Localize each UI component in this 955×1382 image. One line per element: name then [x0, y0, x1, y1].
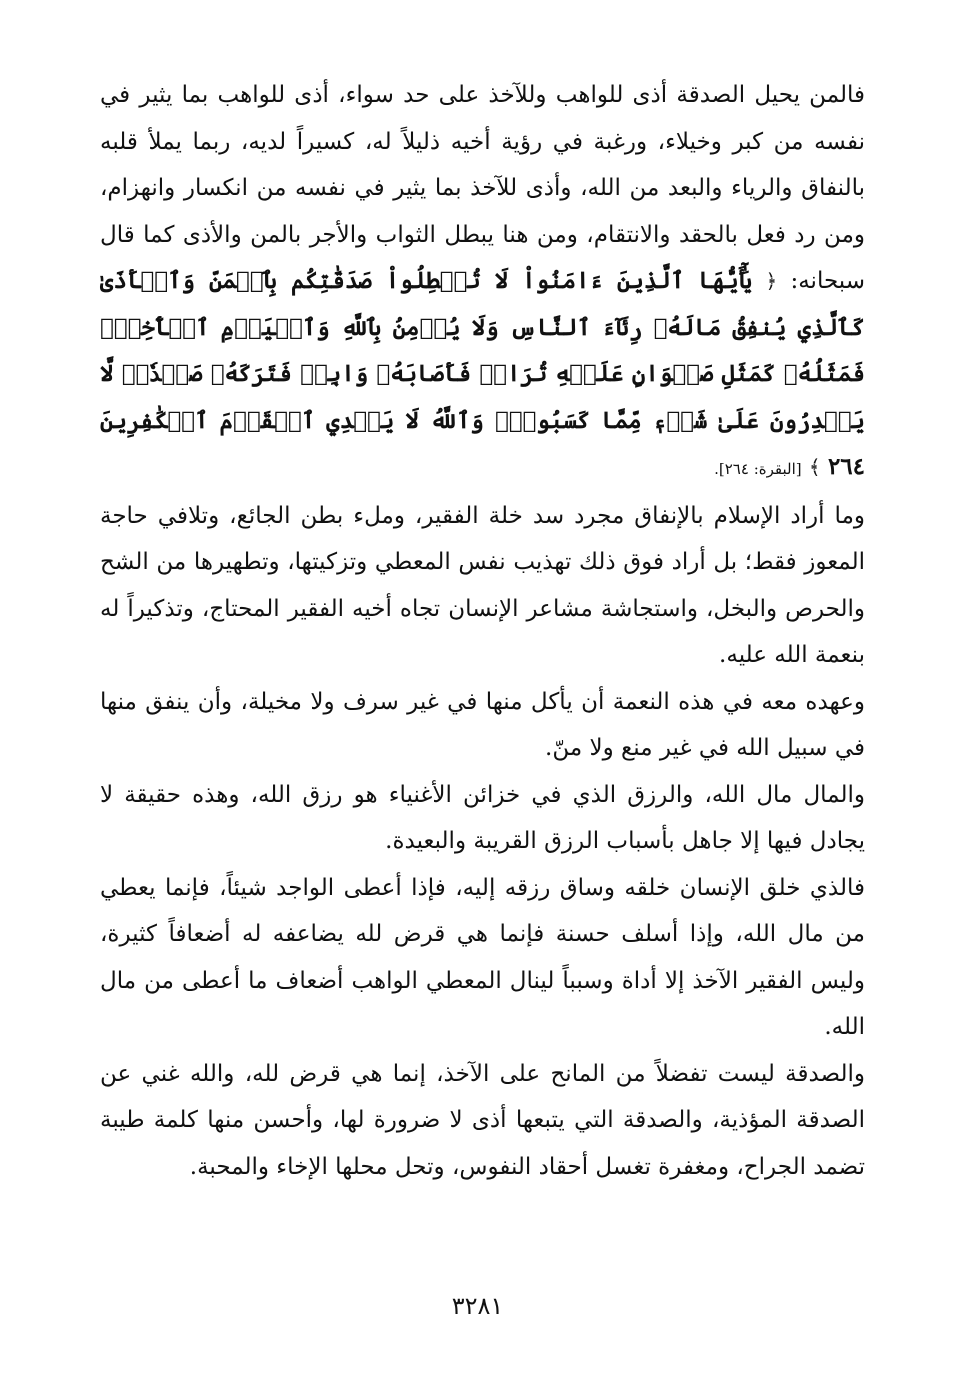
- paragraph-6: والصدقة ليست تفضلاً من المانح على الآخذ، إنما هي قرض لله، والله غني عن الصدقة المؤذية، والصدقة التي يتبعها أذى لا ضرورة لها، وأحسن منها كلمة طيبة تضمد الجراح، ومغفرة تغسل أحقاد النفوس، وتحل محلها الإخاء والمحبة.: [100, 1060, 865, 1180]
- paragraph-2: وما أراد الإسلام بالإنفاق مجرد سد خلة الفقير، وملء بطن الجائع، وتلافي حاجة المعوز فقط؛ بل أراد فوق ذلك تهذيب نفس المعطي وتزكيتها، وتطهيرها من الشح والحرص والبخل، واستجاشة مشاعر الإنسان تجاه أخيه الفقير المحتاج، وتذكيراً له بنعمة الله عليه.: [100, 502, 865, 668]
- paragraph-1: [100, 72, 865, 493]
- paragraph-3: وعهده معه في هذه النعمة أن يأكل منها في غير سرف ولا مخيلة، وأن ينفق منها في سبيل الله في غير منع ولا منّ.: [100, 688, 865, 761]
- verse-close-bracket: ﴾: [808, 455, 821, 479]
- paragraph-4: والمال مال الله، والرزق الذي في خزائن الأغنياء هو رزق الله، وهذه حقيقة لا يجادل فيها إلا جاهل بأسباب الرزق القريبة والبعيدة.: [100, 781, 865, 854]
- paragraph-5: فالذي خلق الإنسان خلقه وساق رزقه إليه، فإذا أعطى الواجد شيئاً، فإنما يعطي من مال الله، وإذا أسلف حسنة فإنما هي قرض لله يضاعفه له أضعافاً كثيرة، وليس الفقير الآخذ إلا أداة وسبباً لينال المعطي الواهب أضعاف ما أعطى من مال الله.: [100, 874, 865, 1040]
- paragraph-1-intro: فالمن يحيل الصدقة أذى للواهب وللآخذ على حد سواء، أذى للواهب بما يثير في نفسه من كبر وخيلاء، ورغبة في رؤية أخيه ذليلاً له، كسيراً لديه، ربما يملأ قلبه بالنفاق والرياء والبعد من الله، وأذى للآخذ بما يثير في نفسه من انكسار وانهزام، ومن رد فعل بالحقد والانتقام، ومن هنا يبطل الثواب والأجر بالمن والأذى كما قال سبحانه:: [100, 82, 866, 294]
- verse-reference: [البقرة: ٢٦٤].: [714, 460, 802, 478]
- page-body: [100, 72, 865, 1302]
- verse-open-bracket: ﴿: [765, 269, 778, 293]
- page-number: ٣٢٨١: [451, 1292, 504, 1320]
- quran-verse: يَٰٓأَيُّهَا ٱلَّذِينَ ءَامَنُواْ لَا تُبۡطِلُواْ صَدَقَٰتِكُم بِٱلۡمَنِّ وَٱلۡأَذَىٰ كَٱلَّذِي يُنفِقُ مَالَهُۥ رِئَآءَ ٱلنَّاسِ وَلَا يُؤۡمِنُ بِٱللَّهِ وَٱلۡيَوۡمِ ٱلۡأٓخِرِۖ فَمَثَلُهُۥ كَمَثَلِ صَفۡوَانٍ عَلَيۡهِ تُرَابٞ فَأَصَابَهُۥ وَابِلٞ فَتَرَكَهُۥ صَلۡدٗاۖ لَّا يَقۡدِرُونَ عَلَىٰ شَيۡءٖ مِّمَّا كَسَبُواْۗ وَٱللَّهُ لَا يَهۡدِي ٱلۡقَوۡمَ ٱلۡكَٰفِرِينَ ٢٦٤: [100, 267, 865, 480]
